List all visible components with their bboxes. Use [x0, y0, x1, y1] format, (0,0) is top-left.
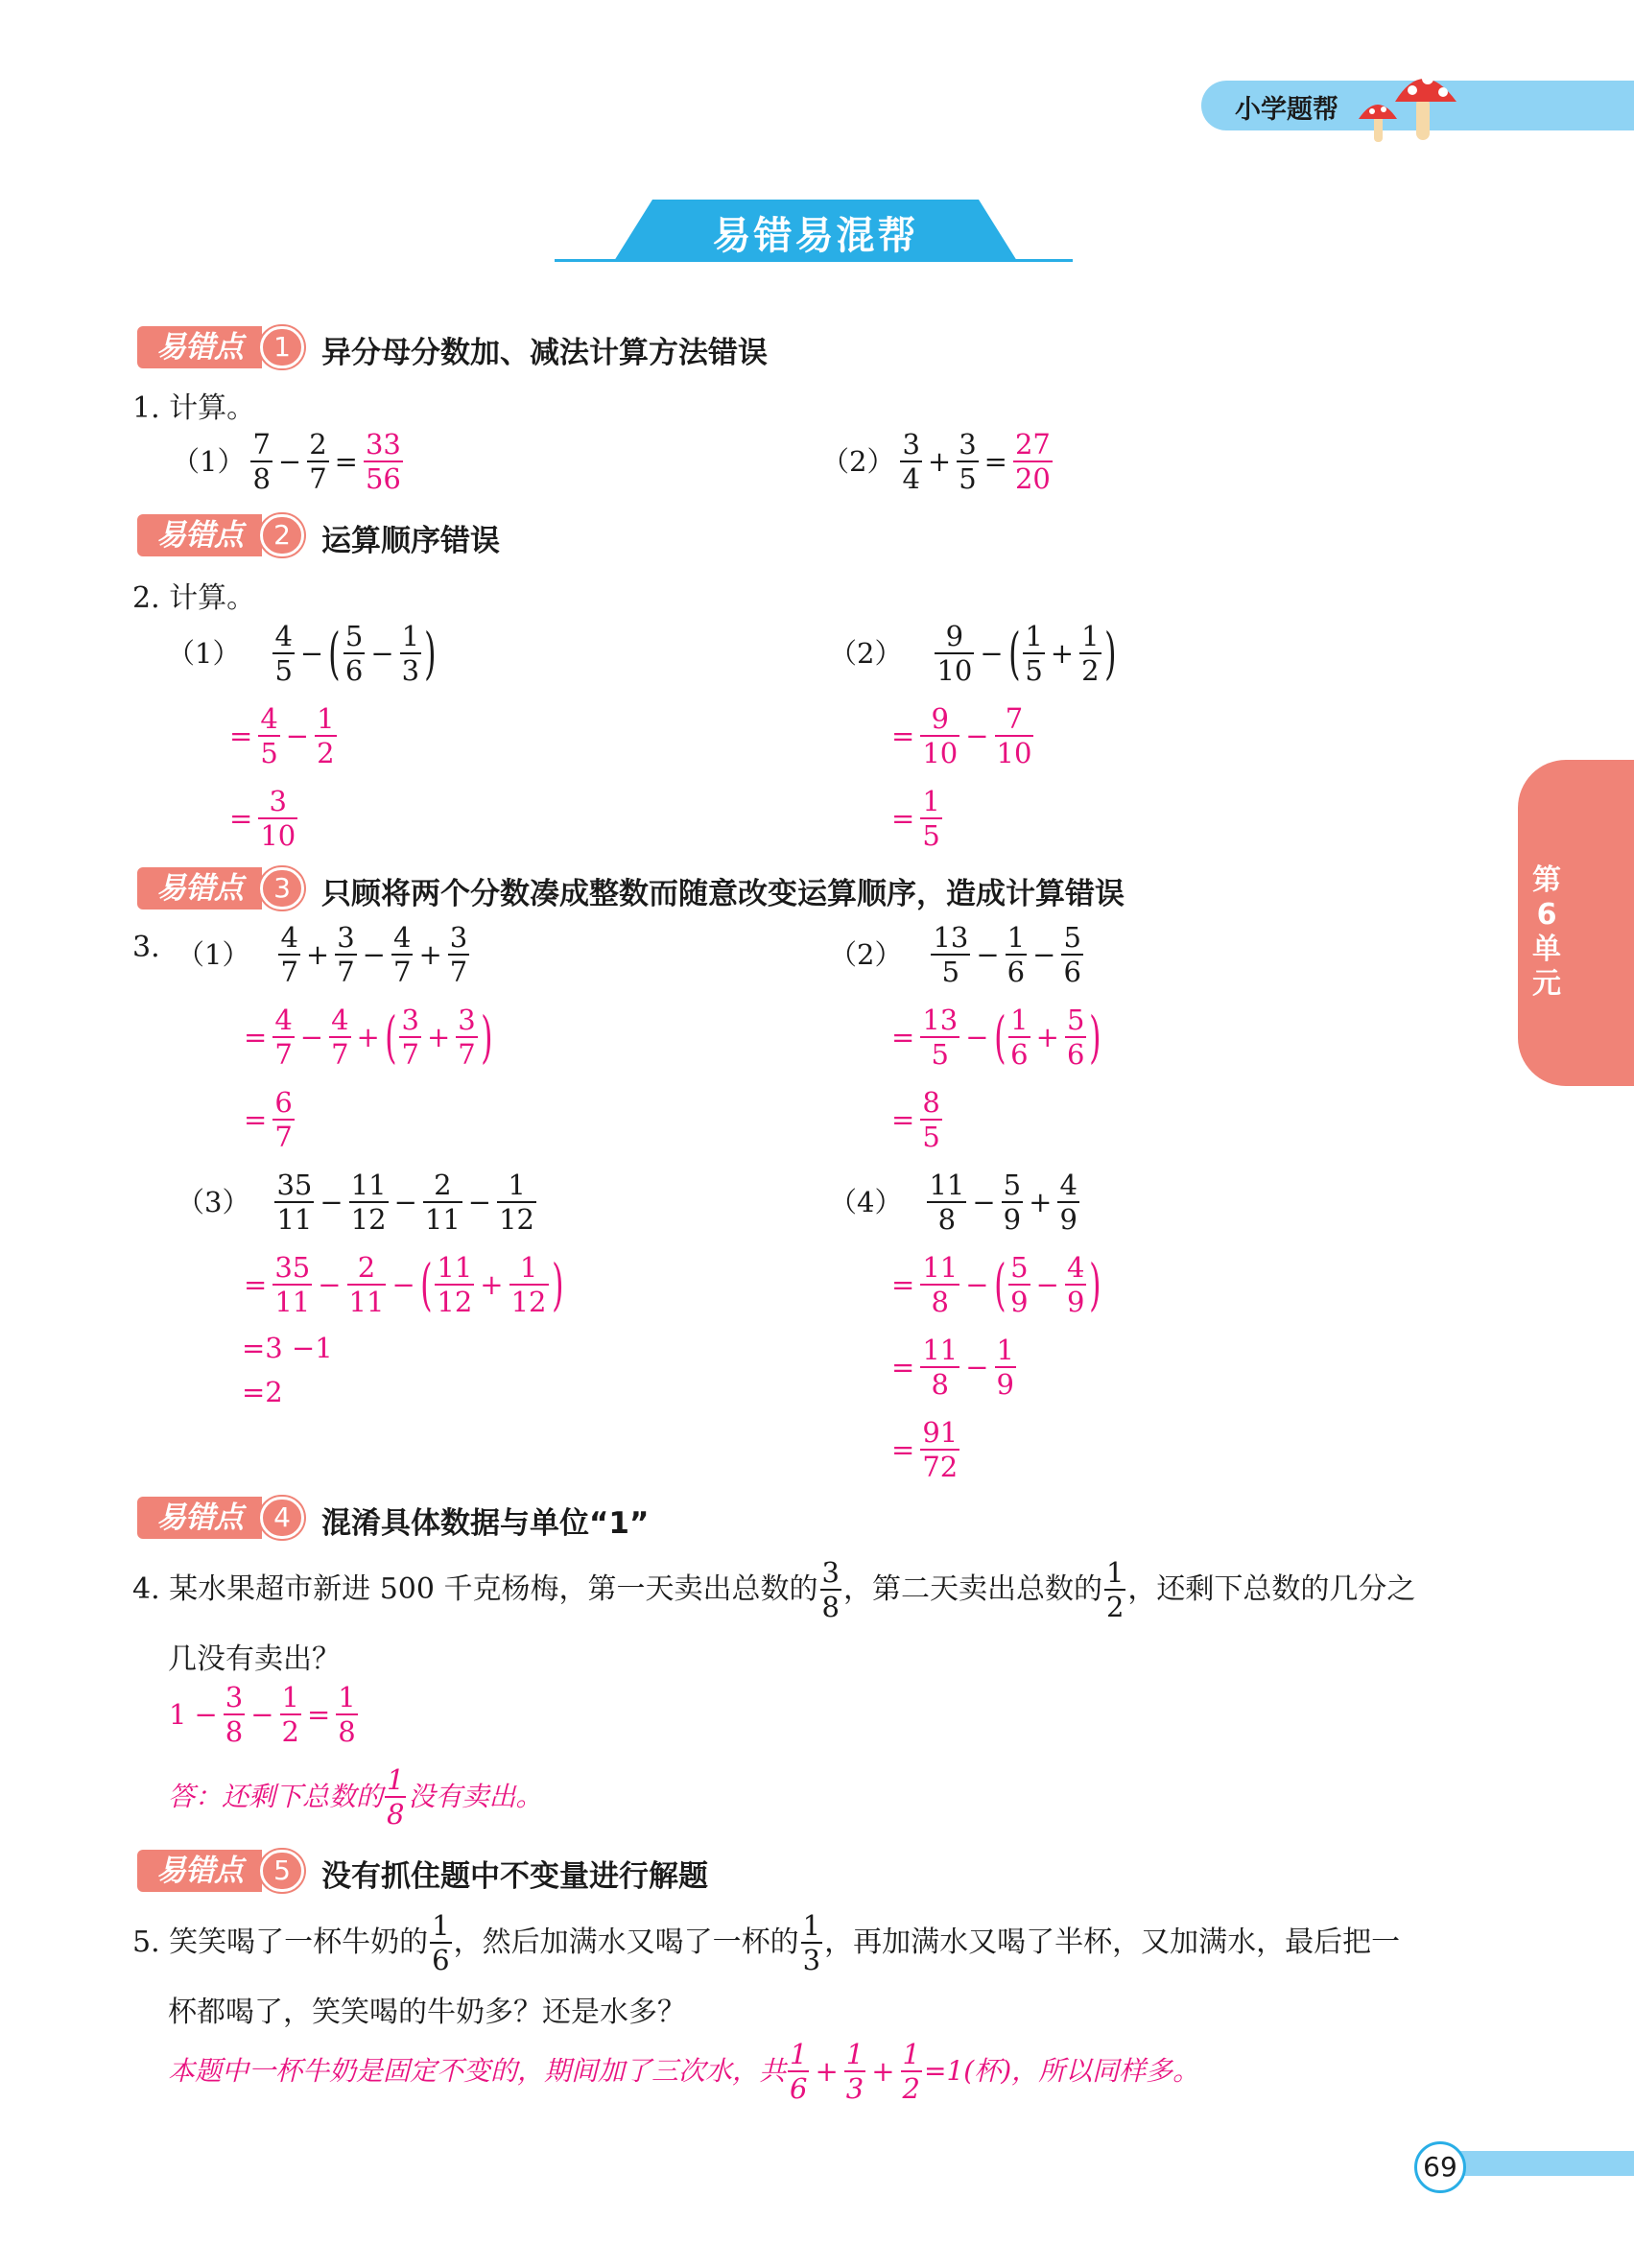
q5-line2: 杯都喝了，笑笑喝的牛奶多？还是水多？	[168, 1996, 686, 2029]
tag-label: 易错点	[137, 1850, 262, 1892]
page-number-bar	[1458, 2151, 1634, 2176]
q3-part1-expr: （1） $\frac{4}{7}$ + $\frac{3}{7}$ − $\frac{4}{7}$ + $\frac{3}{7}$	[177, 921, 468, 988]
q2-part2-step1: = $\frac{9}{10}$ − $\frac{7}{10}$	[891, 702, 1032, 769]
q3-part1-step1: = $\frac{4}{7}$ − $\frac{4}{7}$ +( $\frac{3}{7}$ + $\frac{3}{7}$ )	[244, 1004, 493, 1071]
tag-label: 易错点	[137, 867, 262, 910]
q2-heading: 2. 计算。	[132, 581, 256, 615]
mushroom-icon	[1351, 56, 1466, 148]
q2-part1-step1: = $\frac{4}{5}$ − $\frac{1}{2}$	[229, 702, 335, 769]
tag-number: 4	[260, 1497, 304, 1539]
tag-number: 5	[260, 1850, 304, 1892]
q2-part2-expr: （2） $\frac{9}{10}$ −( $\frac{1}{5}$ + $\frac{1}{2}$ )	[829, 620, 1117, 687]
tag-title: 异分母分数加、减法计算方法错误	[321, 336, 768, 370]
q5-line1: 5. 笑笑喝了一杯牛奶的 $\frac{1}{6}$ ，然后加满水又喝了一杯的 $\frac{1}{3}$ ，再加满水又喝了半杯，又加满水，最后把一	[132, 1909, 1401, 1976]
q2-part1-expr: （1） $\frac{4}{5}$ −( $\frac{5}{6}$ − $\frac{1}{3}$ )	[167, 620, 437, 687]
q3-part2-step2: = $\frac{8}{5}$	[891, 1086, 940, 1153]
tag-label: 易错点	[137, 514, 262, 556]
tag-number: 3	[260, 867, 304, 910]
q4-calculation: 1 − $\frac{3}{8}$ − $\frac{1}{2}$ = $\frac{1}{8}$	[169, 1681, 356, 1748]
q2-part1-step2: = $\frac{3}{10}$	[229, 785, 296, 852]
tag-label: 易错点	[137, 1497, 262, 1539]
q3-number: 3.	[132, 931, 160, 964]
tag-title: 混淆具体数据与单位“1”	[321, 1506, 650, 1541]
q4-line1: 4. 某水果超市新进 500 千克杨梅，第一天卖出总数的 $\frac{3}{8}$ ，第二天卖出总数的 $\frac{1}{2}$ ，还剩下总数的几分之	[132, 1556, 1416, 1623]
header-title: 小学题帮	[1235, 95, 1338, 125]
q1-part1: （1） $\frac{7}{8}$ − $\frac{2}{7}$ = $\frac{33}{56}$	[172, 428, 401, 495]
tag-number: 1	[260, 326, 304, 368]
tag-title: 只顾将两个分数凑成整数而随意改变运算顺序，造成计算错误	[321, 877, 1125, 911]
q5-answer: 本题中一杯牛奶是固定不变的，期间加了三次水，共 $\frac{1}{6}$ + $\frac{1}{3}$ + $\frac{1}{2}$ =1(杯)，所以同样多。	[168, 2038, 1200, 2105]
q3-part3-step2: =3 −1	[242, 1332, 333, 1364]
q3-part3-step1: = $\frac{35}{11}$ − $\frac{2}{11}$ −( $\frac{11}{12}$ + $\frac{1}{12}$ )	[244, 1251, 564, 1318]
q1-heading: 1. 计算。	[132, 391, 256, 425]
tag-label: 易错点	[137, 326, 262, 368]
q3-part3-step3: =2	[242, 1376, 283, 1408]
q2-part2-step2: = $\frac{1}{5}$	[891, 785, 940, 852]
tag-title: 运算顺序错误	[321, 524, 500, 558]
q3-part4-step1: = $\frac{11}{8}$ −( $\frac{5}{9}$ − $\frac{4}{9}$ )	[891, 1251, 1101, 1318]
q3-part2-step1: = $\frac{13}{5}$ −( $\frac{1}{6}$ + $\frac{5}{6}$ )	[891, 1004, 1101, 1071]
q3-part4-step3: = $\frac{91}{72}$	[891, 1416, 959, 1483]
q3-part2-expr: （2） $\frac{13}{5}$ − $\frac{1}{6}$ − $\frac{5}{6}$	[829, 921, 1081, 988]
q3-part4-expr: （4） $\frac{11}{8}$ − $\frac{5}{9}$ + $\frac{4}{9}$	[829, 1169, 1077, 1236]
q3-part4-step2: = $\frac{11}{8}$ − $\frac{1}{9}$	[891, 1334, 1014, 1401]
q1-part2: （2） $\frac{3}{4}$ + $\frac{3}{5}$ = $\frac{27}{20}$	[821, 428, 1051, 495]
q3-part1-step2: = $\frac{6}{7}$	[244, 1086, 293, 1153]
banner-title: 易错易混帮	[712, 214, 919, 258]
q4-line2: 几没有卖出？	[168, 1642, 341, 1676]
tag-title: 没有抓住题中不变量进行解题	[321, 1859, 708, 1894]
page-number: 69	[1414, 2141, 1466, 2193]
unit-side-tab-label: 第6单元	[1532, 863, 1561, 1001]
tag-number: 2	[260, 514, 304, 556]
q3-part3-expr: （3） $\frac{35}{11}$ − $\frac{11}{12}$ − $\frac{2}{11}$ − $\frac{1}{12}$	[177, 1169, 535, 1236]
q4-answer: 答：还剩下总数的 $\frac{1}{8}$ 没有卖出。	[168, 1763, 543, 1831]
